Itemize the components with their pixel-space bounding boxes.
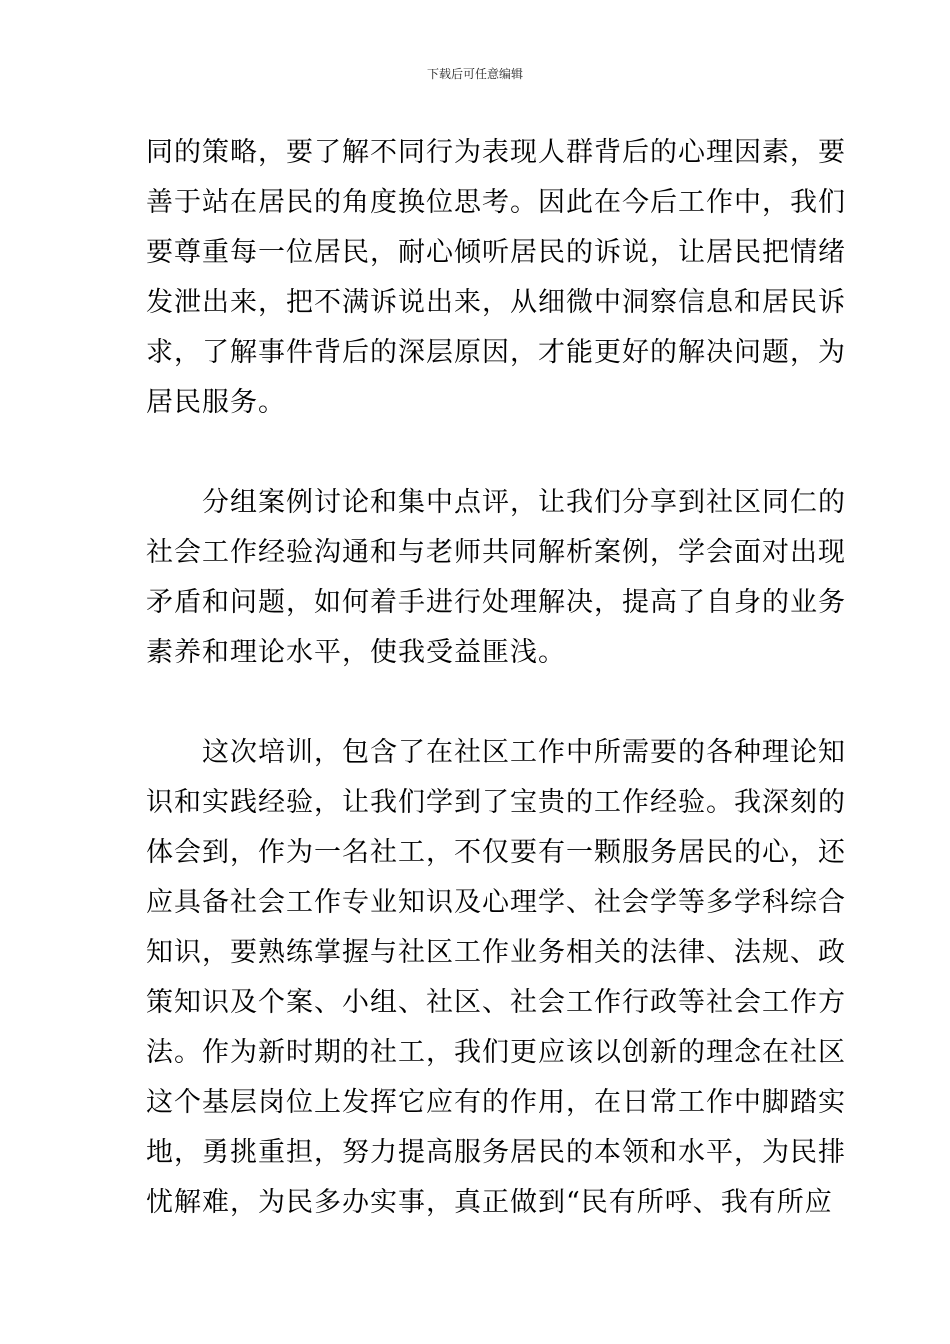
text-line: 应具备社会工作专业知识及心理学、社会学等多学科综合 (146, 887, 846, 918)
paragraph-spacer (146, 428, 810, 478)
text-line: 体会到，作为一名社工，不仅要有一颗服务居民的心，还 (146, 837, 846, 868)
text-line: 策知识及个案、小组、社区、社会工作行政等社会工作方 (146, 987, 846, 1018)
text-line: 居民服务。 (146, 387, 286, 418)
text-line: 矛盾和问题，如何着手进行处理解决，提高了自身的业务 (146, 587, 846, 618)
text-line: 识和实践经验，让我们学到了宝贵的工作经验。我深刻的 (146, 787, 846, 818)
paragraph-2 (146, 478, 846, 678)
text-line: 同的策略，要了解不同行为表现人群背后的心理因素，要 (146, 137, 846, 168)
text-line: 这次培训，包含了在社区工作中所需要的各种理论知 (146, 737, 846, 768)
text-line: 地，勇挑重担，努力提高服务居民的本领和水平，为民排 (146, 1137, 846, 1168)
paragraph-1 (146, 128, 846, 428)
text-line: 社会工作经验沟通和与老师共同解析案例，学会面对出现 (146, 537, 846, 568)
text-line: 素养和理论水平，使我受益匪浅。 (146, 637, 566, 668)
paragraph-3 (146, 728, 846, 1228)
text-line: 善于站在居民的角度换位思考。因此在今后工作中，我们 (146, 187, 846, 218)
text-line: 求，了解事件背后的深层原因，才能更好的解决问题，为 (146, 337, 846, 368)
text-line: 要尊重每一位居民，耐心倾听居民的诉说，让居民把情绪 (146, 237, 846, 268)
text-line: 法。作为新时期的社工，我们更应该以创新的理念在社区 (146, 1037, 846, 1068)
document-body (146, 128, 846, 1228)
paragraph-spacer (146, 678, 810, 728)
text-line: 忧解难，为民多办实事，真正做到“民有所呼、我有所应 (146, 1187, 833, 1218)
text-line: 知识，要熟练掌握与社区工作业务相关的法律、法规、政 (146, 937, 846, 968)
text-line: 发泄出来，把不满诉说出来，从细微中洞察信息和居民诉 (146, 287, 846, 318)
text-line: 分组案例讨论和集中点评，让我们分享到社区同仁的 (146, 487, 846, 518)
text-line: 这个基层岗位上发挥它应有的作用，在日常工作中脚踏实 (146, 1087, 846, 1118)
page-header: 下载后可任意编辑 (426, 67, 523, 81)
